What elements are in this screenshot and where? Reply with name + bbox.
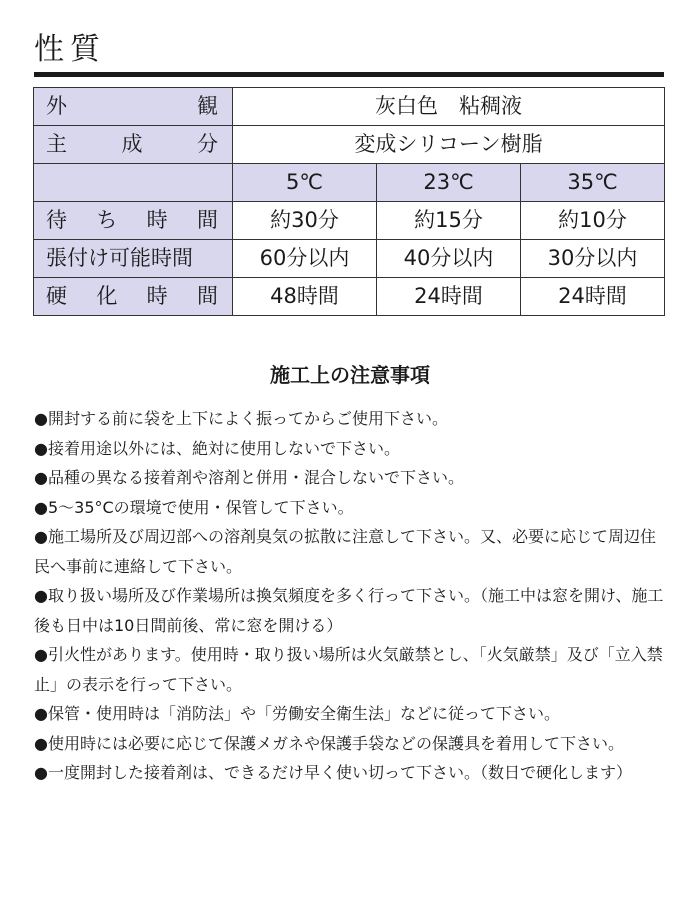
precaution-text: 保管・使用時は「消防法」や「労働安全衛生法」などに従って下さい。 bbox=[47, 704, 560, 723]
temperature-header: 35℃ bbox=[521, 164, 665, 202]
table-cell: 60分以内 bbox=[233, 240, 377, 278]
row-label-main-component bbox=[34, 126, 233, 164]
bullet-icon: ● bbox=[34, 497, 48, 517]
row-label-curing-time bbox=[34, 278, 233, 316]
label-text: 張付け可能時間 bbox=[46, 246, 193, 270]
table-cell: 約10分 bbox=[521, 202, 665, 240]
precaution-text: 品種の異なる接着剤や溶剤と併用・混合しないで下さい。 bbox=[47, 468, 464, 487]
row-label-waiting-time bbox=[34, 202, 233, 240]
list-item bbox=[34, 434, 666, 464]
label-char: 分 bbox=[197, 132, 218, 156]
list-item bbox=[34, 640, 666, 699]
table-cell: 24時間 bbox=[521, 278, 665, 316]
table-cell: 40分以内 bbox=[377, 240, 521, 278]
label-text bbox=[34, 210, 232, 231]
list-item bbox=[34, 758, 666, 788]
bullet-icon: ● bbox=[34, 645, 48, 664]
precaution-text: 引火性があります。使用時・取り扱い場所は火気厳禁とし、「火気厳禁」及び「立入禁止」の表示を行って下さい。 bbox=[34, 645, 663, 694]
label-char: 化 bbox=[96, 284, 118, 308]
label-text bbox=[34, 286, 232, 307]
list-item bbox=[34, 729, 666, 759]
table-row-temperatures bbox=[34, 164, 665, 202]
list-item bbox=[34, 404, 666, 434]
row-label-empty bbox=[34, 164, 233, 202]
bullet-icon: ● bbox=[34, 733, 48, 753]
table-cell: 30分以内 bbox=[521, 240, 665, 278]
label-char: 主 bbox=[46, 132, 67, 156]
row-label-appearance bbox=[34, 88, 233, 126]
label-char: 硬 bbox=[46, 284, 67, 308]
title-divider bbox=[34, 72, 664, 77]
label-char: 外 bbox=[46, 94, 67, 118]
bullet-icon: ● bbox=[34, 468, 48, 487]
label-char: 成 bbox=[121, 132, 143, 156]
bullet-icon: ● bbox=[34, 586, 48, 605]
label-char: 間 bbox=[196, 208, 218, 232]
table-cell: 48時間 bbox=[233, 278, 377, 316]
bullet-icon: ● bbox=[34, 527, 48, 546]
label-char: ち bbox=[96, 208, 118, 232]
precautions-list bbox=[34, 404, 666, 788]
precaution-text: 5～35°Cの環境で使用・保管して下さい。 bbox=[47, 497, 354, 517]
label-text bbox=[34, 134, 232, 155]
precaution-text: 開封する前に袋を上下によく振ってからご使用下さい。 bbox=[47, 409, 448, 428]
label-text bbox=[34, 96, 232, 117]
row-label-open-time bbox=[34, 240, 233, 278]
table-cell: 約30分 bbox=[233, 202, 377, 240]
list-item bbox=[34, 581, 666, 640]
precautions-title: 施工上の注意事項 bbox=[270, 363, 430, 387]
label-char: 時 bbox=[146, 208, 168, 232]
bullet-icon: ● bbox=[34, 438, 48, 458]
table-cell: 24時間 bbox=[377, 278, 521, 316]
precaution-text: 取り扱い場所及び作業場所は換気頻度を多く行って下さい。（施工中は窓を開け、施工後も日中は10日間前後、常に窓を開ける） bbox=[34, 586, 664, 635]
label-char: 時 bbox=[146, 284, 168, 308]
list-item bbox=[34, 493, 666, 523]
bullet-icon: ● bbox=[34, 763, 48, 782]
list-item bbox=[34, 699, 666, 729]
label-char: 間 bbox=[196, 284, 218, 308]
table-row-main-component bbox=[34, 126, 665, 164]
table-row-appearance bbox=[34, 88, 665, 126]
main-component-value: 変成シリコーン樹脂 bbox=[233, 126, 665, 164]
table-row-open-time bbox=[34, 240, 665, 278]
precaution-text: 使用時には必要に応じて保護メガネや保護手袋などの保護具を着用して下さい。 bbox=[47, 733, 624, 753]
appearance-value: 灰白色 粘稠液 bbox=[233, 88, 665, 126]
table-cell: 約15分 bbox=[377, 202, 521, 240]
precaution-text: 一度開封した接着剤は、できるだけ早く使い切って下さい。（数日で硬化します） bbox=[47, 763, 632, 782]
bullet-icon: ● bbox=[34, 409, 48, 428]
temperature-header: 23℃ bbox=[377, 164, 521, 202]
table-row-curing-time bbox=[34, 278, 665, 316]
temperature-header: 5℃ bbox=[233, 164, 377, 202]
table-row-waiting-time bbox=[34, 202, 665, 240]
list-item bbox=[34, 522, 666, 581]
precaution-text: 接着用途以外には、絶対に使用しないで下さい。 bbox=[47, 438, 400, 458]
precaution-text: 施工場所及び周辺部への溶剤臭気の拡散に注意して下さい。又、必要に応じて周辺住民へ事前に連絡して下さい。 bbox=[34, 527, 656, 576]
bullet-icon: ● bbox=[34, 704, 48, 723]
label-char: 観 bbox=[197, 94, 218, 118]
page-title: 性質 bbox=[34, 32, 106, 67]
properties-table bbox=[33, 87, 665, 316]
label-char: 待 bbox=[46, 208, 67, 232]
list-item bbox=[34, 463, 666, 493]
